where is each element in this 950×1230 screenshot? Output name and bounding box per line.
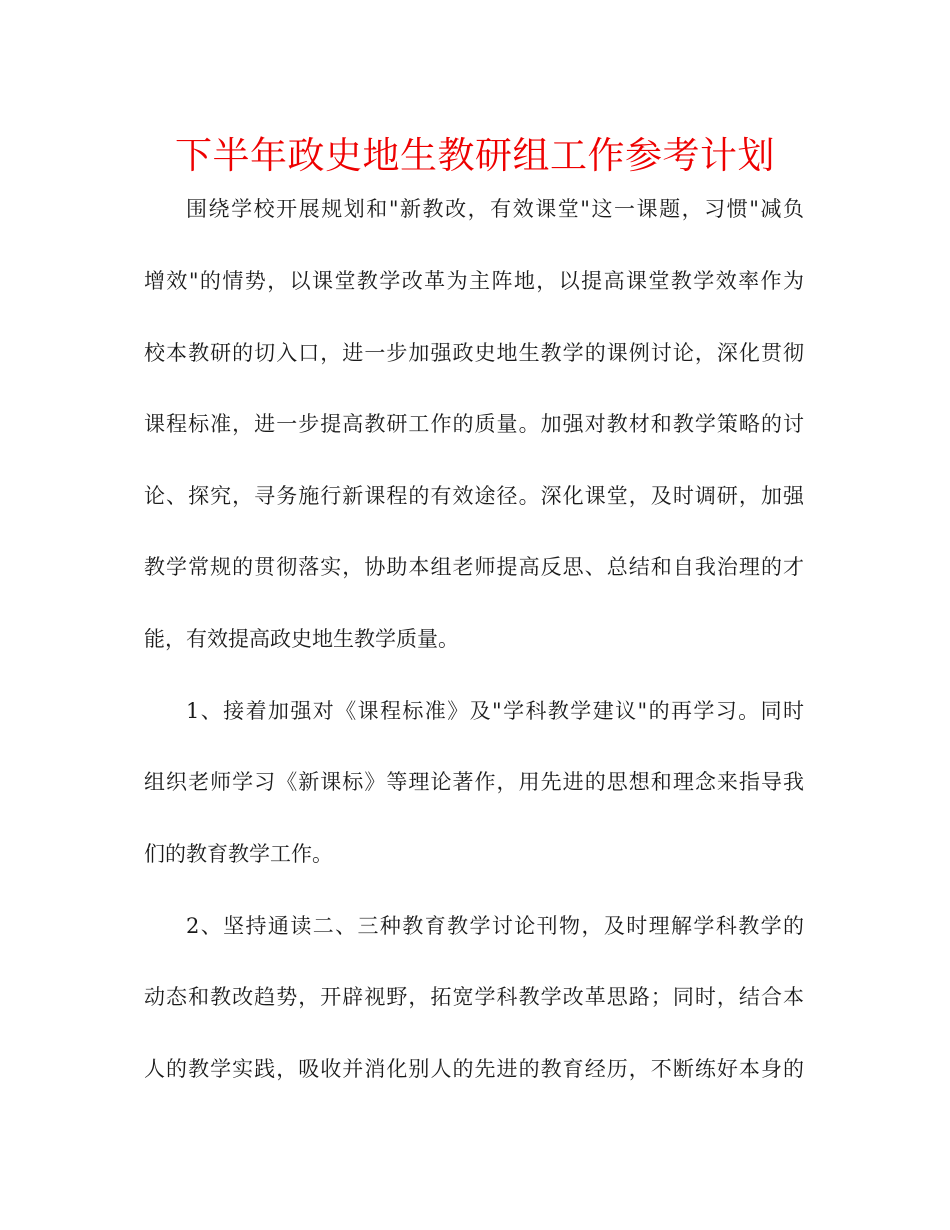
text-line: 围绕学校开展规划和"新教改，有效课堂"这一课题，习惯"减负	[186, 197, 804, 221]
text-line: 动态和教改趋势，开辟视野，拓宽学科教学改革思路；同时，结合本	[144, 985, 804, 1009]
document-title: 下半年政史地生教研组工作参考计划	[175, 134, 775, 177]
text-line: 校本教研的切入口，进一步加强政史地生教学的课例讨论，深化贯彻	[144, 341, 804, 365]
text-line: 增效"的情势，以课堂教学改革为主阵地，以提高课堂教学效率作为	[144, 269, 804, 293]
text-line: 论、探究，寻务施行新课程的有效途径。深化课堂，及时调研，加强	[144, 484, 804, 508]
text-line: 人的教学实践，吸收并消化别人的先进的教育经历，不断练好本身的	[144, 1057, 804, 1081]
text-line: 教学常规的贯彻落实，协助本组老师提高反思、总结和自我治理的才	[144, 555, 804, 579]
text-line: 能，有效提高政史地生教学质量。	[144, 627, 459, 651]
text-line: 1、接着加强对《课程标准》及"学科教学建议"的再学习。同时	[186, 699, 804, 723]
text-line: 组织老师学习《新课标》等理论著作，用先进的思想和理念来指导我	[144, 770, 804, 794]
text-line: 2、坚持通读二、三种教育教学讨论刊物，及时理解学科教学的	[186, 914, 804, 938]
text-line: 们的教育教学工作。	[144, 842, 333, 866]
text-line: 课程标准，进一步提高教研工作的质量。加强对教材和教学策略的讨	[144, 412, 804, 436]
